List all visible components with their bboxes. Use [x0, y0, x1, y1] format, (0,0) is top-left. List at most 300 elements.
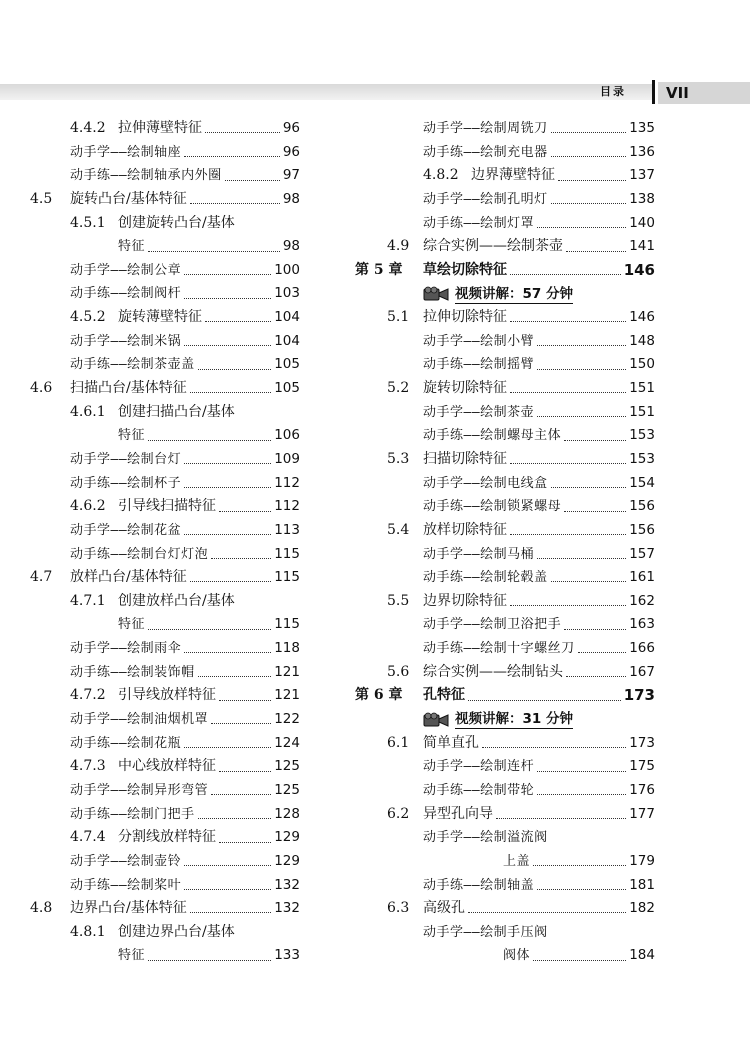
toc-entry-chap — [355, 259, 655, 283]
dot-leader — [496, 818, 626, 819]
dot-leader — [537, 369, 626, 370]
dot-leader — [537, 227, 626, 228]
dot-leader — [537, 889, 626, 890]
toc-entry-page: 148 — [629, 332, 655, 349]
toc-entry-chap — [355, 684, 655, 708]
dot-leader — [148, 440, 271, 441]
toc-entry-ex — [355, 755, 655, 779]
toc-entry-page: 106 — [274, 427, 300, 444]
video-camera-icon — [423, 286, 449, 302]
dot-leader — [537, 771, 626, 772]
toc-entry-title: 扫描凸台/基体特征 — [70, 380, 187, 397]
toc-entry-page: 153 — [629, 427, 655, 444]
toc-entry-sub — [355, 164, 655, 188]
dot-leader — [219, 511, 271, 512]
toc-entry-sub — [30, 755, 300, 779]
dot-leader — [551, 132, 627, 133]
dot-leader — [184, 345, 271, 346]
dot-leader — [184, 487, 271, 488]
toc-entry-page: 113 — [274, 521, 300, 538]
toc-entry-title: 动手学——绘制花盆 — [70, 522, 182, 538]
dot-leader — [148, 251, 280, 252]
toc-entry-title: 动手学——绘制公章 — [70, 262, 182, 278]
toc-entry-title: 动手练——绘制阀杆 — [70, 286, 182, 302]
dot-leader — [566, 251, 626, 252]
toc-entry-page: 98 — [282, 190, 300, 207]
dot-leader — [184, 463, 271, 464]
toc-entry-ex — [355, 330, 655, 354]
toc-entry-title: 动手学——绘制溢流阀 — [423, 830, 548, 846]
toc-entry-page: 104 — [274, 332, 300, 349]
dot-leader — [564, 511, 626, 512]
toc-entry-title: 拉伸切除特征 — [423, 309, 507, 326]
toc-entry-ex — [355, 566, 655, 590]
toc-entry-page: 97 — [282, 167, 300, 184]
toc-entry-page: 177 — [629, 805, 655, 822]
toc-entry-page: 128 — [274, 805, 300, 822]
toc-entry-ex — [30, 330, 300, 354]
toc-entry-title: 动手学——绘制周铣刀 — [423, 121, 548, 136]
dot-leader — [184, 274, 271, 275]
toc-entry-title: 阀体 — [503, 948, 531, 964]
toc-entry-title: 动手学——绘制油烟机罩 — [70, 712, 209, 728]
toc-entry-number: 5.4 — [387, 521, 410, 538]
toc-entry-title: 中心线放样特征 — [118, 758, 216, 775]
dot-leader — [184, 889, 271, 890]
toc-entry-sec — [355, 803, 655, 827]
dot-leader — [537, 794, 626, 795]
toc-entry-cont — [30, 944, 300, 968]
toc-entry-number: 6.2 — [387, 805, 410, 822]
toc-entry-page: 138 — [629, 190, 655, 207]
toc-entry-page: 121 — [274, 663, 300, 680]
toc-entry-number: 4.8.2 — [423, 167, 459, 184]
toc-entry-title: 动手练——绘制台灯灯泡 — [70, 546, 209, 562]
dot-leader — [558, 180, 626, 181]
toc-entry-page: 151 — [629, 380, 655, 397]
toc-entry-ex — [355, 141, 655, 165]
toc-entry-number: 5.5 — [387, 592, 410, 609]
toc-entry-ex — [355, 779, 655, 803]
toc-entry-title: 动手学——绘制马桶 — [423, 546, 535, 562]
toc-entry-page: 125 — [274, 758, 300, 775]
toc-entry-sec — [30, 377, 300, 401]
video-lecture-label: 视频讲解：57 分钟 — [455, 285, 573, 302]
toc-entry-sec — [355, 590, 655, 614]
toc-entry-ex — [355, 637, 655, 661]
toc-entry-ex — [30, 353, 300, 377]
toc-entry-number: 5.3 — [387, 450, 410, 467]
dot-leader — [537, 558, 626, 559]
toc-entry-page: 132 — [274, 876, 300, 893]
toc-entry-page: 156 — [629, 521, 655, 538]
toc-entry-page: 151 — [629, 403, 655, 420]
toc-entry-page: 105 — [274, 380, 300, 397]
toc-entry-sec — [355, 306, 655, 330]
toc-entry-sec — [355, 519, 655, 543]
toc-entry-cont — [355, 944, 655, 968]
toc-entry-ex — [355, 826, 655, 850]
dot-leader — [190, 581, 272, 582]
toc-entry-sec — [30, 897, 300, 921]
toc-entry-ex — [355, 424, 655, 448]
toc-entry-title: 动手练——绘制十字螺丝刀 — [423, 641, 575, 657]
toc-entry-title: 扫描切除特征 — [423, 450, 507, 467]
dot-leader — [564, 440, 626, 441]
toc-entry-title: 动手练——绘制摇臂 — [423, 357, 535, 373]
toc-entry-number: 4.6.2 — [70, 498, 106, 515]
dot-leader — [566, 676, 626, 677]
toc-entry-page: 103 — [274, 285, 300, 302]
toc-entry-page: 181 — [629, 876, 655, 893]
header-page-number: VII — [658, 82, 750, 104]
toc-entry-sec — [355, 732, 655, 756]
toc-entry-sec — [30, 188, 300, 212]
toc-entry-title: 动手学——绘制轴座 — [70, 144, 182, 160]
dot-leader — [510, 274, 621, 275]
toc-entry-title: 边界薄壁特征 — [471, 167, 555, 184]
toc-entry-title: 动手练——绘制花瓶 — [70, 735, 182, 751]
toc-entry-number: 4.7.2 — [70, 687, 106, 704]
toc-entry-ex — [355, 874, 655, 898]
toc-entry-title: 异型孔向导 — [423, 805, 493, 822]
dot-leader — [537, 416, 626, 417]
toc-entry-page: 115 — [274, 616, 300, 633]
toc-entry-title: 简单直孔 — [423, 734, 479, 751]
header-band — [0, 84, 652, 100]
toc-entry-cont — [30, 613, 300, 637]
toc-entry-page: 182 — [629, 900, 655, 917]
toc-entry-page: 173 — [623, 686, 655, 705]
toc-entry-page: 166 — [629, 640, 655, 657]
dot-leader — [551, 487, 627, 488]
dot-leader — [205, 321, 271, 322]
toc-entry-ex — [355, 921, 655, 945]
toc-entry-title: 动手学——绘制卫浴把手 — [423, 617, 562, 633]
toc-entry-page: 136 — [629, 143, 655, 160]
dot-leader — [510, 463, 626, 464]
toc-entry-title: 边界切除特征 — [423, 592, 507, 609]
toc-entry-title: 特征 — [118, 239, 146, 255]
toc-entry-sec — [355, 897, 655, 921]
toc-entry-ex — [30, 661, 300, 685]
toc-entry-page: 122 — [274, 711, 300, 728]
toc-entry-number: 4.7.3 — [70, 758, 106, 775]
toc-entry-sub — [30, 684, 300, 708]
dot-leader — [219, 700, 271, 701]
toc-entry-ex — [30, 448, 300, 472]
toc-entry-title: 动手练——绘制杯子 — [70, 475, 182, 491]
toc-entry-title: 动手学——绘制手压阀 — [423, 924, 548, 940]
dot-leader — [510, 605, 626, 606]
toc-entry-number: 4.9 — [387, 238, 410, 255]
dot-leader — [537, 345, 626, 346]
toc-entry-title: 动手练——绘制轴盖 — [423, 877, 535, 893]
toc-entry-page: 112 — [274, 474, 300, 491]
toc-entry-page: 156 — [629, 498, 655, 515]
toc-entry-page: 161 — [629, 569, 655, 586]
toc-entry-page: 115 — [274, 545, 300, 562]
toc-entry-page: 157 — [629, 545, 655, 562]
dot-leader — [190, 203, 280, 204]
dot-leader — [578, 652, 627, 653]
toc-entry-title: 动手学——绘制雨伞 — [70, 641, 182, 657]
toc-entry-page: 179 — [629, 852, 655, 869]
toc-entry-ex — [30, 141, 300, 165]
dot-leader — [551, 581, 627, 582]
video-camera-icon — [423, 712, 449, 728]
dot-leader — [190, 392, 272, 393]
toc-entry-ex — [355, 472, 655, 496]
toc-entry-number: 4.6.1 — [70, 403, 106, 420]
dot-leader — [551, 156, 627, 157]
toc-entry-page: 98 — [282, 238, 300, 255]
dot-leader — [184, 298, 271, 299]
toc-entry-page: 146 — [629, 309, 655, 326]
dot-leader — [219, 842, 271, 843]
toc-entry-number: 4.8 — [30, 900, 53, 917]
toc-entry-title: 孔特征 — [423, 687, 465, 704]
dot-leader — [510, 392, 626, 393]
toc-entry-ex — [30, 164, 300, 188]
toc-entry-number: 6.1 — [387, 734, 410, 751]
toc-entry-page: 137 — [629, 167, 655, 184]
toc-entry-title: 综合实例——绘制钻头 — [423, 663, 563, 680]
toc-entry-page: 112 — [274, 498, 300, 515]
toc-entry-ex — [355, 212, 655, 236]
toc-entry-ex — [355, 543, 655, 567]
toc-entry-title: 创建旋转凸台/基体 — [118, 214, 235, 231]
toc-entry-page: 133 — [274, 947, 300, 964]
toc-entry-ex — [30, 803, 300, 827]
toc-entry-ex — [30, 779, 300, 803]
toc-entry-number: 4.7 — [30, 569, 53, 586]
toc-entry-cont — [355, 850, 655, 874]
toc-entry-title: 动手练——绘制轮毂盖 — [423, 570, 548, 586]
toc-entry-ex — [30, 472, 300, 496]
toc-entry-title: 动手学——绘制米锅 — [70, 333, 182, 349]
dot-leader — [184, 534, 271, 535]
toc-entry-page: 175 — [629, 758, 655, 775]
toc-entry-title: 边界凸台/基体特征 — [70, 900, 187, 917]
dot-leader — [482, 747, 626, 748]
toc-entry-title: 动手练——绘制螺母主体 — [423, 428, 562, 444]
toc-entry-number: 5.2 — [387, 380, 410, 397]
toc-entry-page: 176 — [629, 781, 655, 798]
toc-entry-page: 96 — [282, 120, 300, 136]
dot-leader — [148, 629, 271, 630]
toc-entry-title: 旋转凸台/基体特征 — [70, 190, 187, 207]
toc-entry-ex — [30, 543, 300, 567]
toc-entry-number: 4.5 — [30, 190, 53, 207]
dot-leader — [190, 912, 272, 913]
toc-entry-title: 动手学——绘制壶铃 — [70, 853, 182, 869]
dot-leader — [564, 629, 626, 630]
toc-entry-ex — [30, 732, 300, 756]
dot-leader — [219, 771, 271, 772]
dot-leader — [225, 180, 280, 181]
dot-leader — [533, 865, 626, 866]
toc-entry-title: 拉伸薄壁特征 — [118, 120, 202, 136]
toc-left-column — [30, 117, 300, 968]
toc-entry-title: 特征 — [118, 617, 146, 633]
toc-entry-page: 129 — [274, 852, 300, 869]
toc-entry-title: 分割线放样特征 — [118, 829, 216, 846]
toc-entry-title: 旋转切除特征 — [423, 380, 507, 397]
dot-leader — [205, 132, 280, 133]
toc-entry-number: 第 5 章 — [355, 261, 403, 278]
toc-entry-title: 创建边界凸台/基体 — [118, 923, 235, 940]
toc-entry-page: 135 — [629, 120, 655, 136]
toc-entry-ex — [355, 353, 655, 377]
toc-entry-title: 放样切除特征 — [423, 521, 507, 538]
toc-entry-page: 132 — [274, 900, 300, 917]
header-section-label: 目录 — [600, 85, 626, 98]
dot-leader — [148, 960, 271, 961]
toc-entry-sec — [355, 377, 655, 401]
toc-entry-sec — [355, 661, 655, 685]
toc-entry-title: 动手学——绘制孔明灯 — [423, 191, 548, 207]
toc-entry-page: 163 — [629, 616, 655, 633]
toc-entry-cont — [30, 424, 300, 448]
toc-entry-page: 153 — [629, 450, 655, 467]
toc-entry-page: 121 — [274, 687, 300, 704]
toc-entry-title: 动手学——绘制异形弯管 — [70, 782, 209, 798]
video-lecture-row — [355, 708, 655, 732]
toc-entry-page: 124 — [274, 734, 300, 751]
dot-leader — [184, 156, 280, 157]
toc-entry-ex — [30, 282, 300, 306]
toc-entry-title: 动手练——绘制装饰帽 — [70, 664, 195, 680]
toc-entry-title: 动手练——绘制茶壶盖 — [70, 357, 195, 373]
dot-leader — [184, 747, 271, 748]
toc-entry-sub — [30, 590, 300, 614]
toc-entry-title: 综合实例——绘制茶壶 — [423, 238, 563, 255]
dot-leader — [211, 558, 271, 559]
toc-entry-page: 154 — [629, 474, 655, 491]
dot-leader — [198, 818, 272, 819]
toc-entry-page: 173 — [629, 734, 655, 751]
toc-entry-title: 动手练——绘制锁紧螺母 — [423, 499, 562, 515]
toc-entry-number: 6.3 — [387, 900, 410, 917]
header-separator — [652, 80, 655, 104]
toc-entry-number: 4.4.2 — [70, 120, 106, 136]
toc-entry-page: 141 — [629, 238, 655, 255]
toc-entry-page: 140 — [629, 214, 655, 231]
dot-leader — [184, 652, 271, 653]
toc-entry-page: 115 — [274, 569, 300, 586]
toc-entry-title: 动手练——绘制灯罩 — [423, 215, 535, 231]
toc-entry-title: 动手学——绘制小臂 — [423, 333, 535, 349]
toc-entry-title: 创建扫描凸台/基体 — [118, 403, 235, 420]
dot-leader — [510, 321, 626, 322]
toc-entry-number: 5.1 — [387, 309, 410, 326]
toc-entry-sub — [30, 826, 300, 850]
toc-entry-number: 4.7.4 — [70, 829, 106, 846]
dot-leader — [468, 912, 626, 913]
toc-entry-title: 引导线扫描特征 — [118, 498, 216, 515]
dot-leader — [533, 960, 626, 961]
dot-leader — [551, 203, 627, 204]
toc-entry-title: 高级孔 — [423, 900, 465, 917]
dot-leader — [211, 723, 271, 724]
toc-entry-ex — [30, 259, 300, 283]
toc-entry-number: 4.8.1 — [70, 923, 106, 940]
toc-entry-number: 4.5.2 — [70, 309, 106, 326]
toc-entry-ex — [30, 708, 300, 732]
toc-entry-title: 动手学——绘制连杆 — [423, 759, 535, 775]
toc-entry-title: 旋转薄壁特征 — [118, 309, 202, 326]
toc-entry-ex — [30, 637, 300, 661]
toc-entry-page: 104 — [274, 309, 300, 326]
toc-entry-ex — [30, 874, 300, 898]
toc-entry-title: 特征 — [118, 428, 146, 444]
toc-entry-page: 129 — [274, 829, 300, 846]
toc-entry-title: 引导线放样特征 — [118, 687, 216, 704]
toc-entry-sec — [355, 235, 655, 259]
toc-entry-sub — [30, 117, 300, 141]
toc-entry-ex — [355, 495, 655, 519]
toc-entry-title: 上盖 — [503, 853, 531, 869]
toc-entry-title: 动手学——绘制茶壶 — [423, 404, 535, 420]
toc-entry-title: 放样凸台/基体特征 — [70, 569, 187, 586]
toc-entry-title: 动手练——绘制桨叶 — [70, 877, 182, 893]
toc-entry-ex — [355, 613, 655, 637]
toc-entry-title: 动手学——绘制台灯 — [70, 451, 182, 467]
toc-entry-number: 4.5.1 — [70, 214, 106, 231]
toc-entry-number: 第 6 章 — [355, 687, 403, 704]
toc-entry-sec — [355, 448, 655, 472]
toc-entry-page: 96 — [282, 143, 300, 160]
toc-entry-title: 动手学——绘制电线盒 — [423, 475, 548, 491]
dot-leader — [198, 369, 272, 370]
toc-entry-sub — [30, 212, 300, 236]
toc-entry-page: 162 — [629, 592, 655, 609]
toc-entry-page: 100 — [274, 261, 300, 278]
dot-leader — [468, 700, 621, 701]
toc-entry-cont — [30, 235, 300, 259]
toc-entry-page: 146 — [623, 260, 655, 279]
toc-entry-title: 动手练——绘制充电器 — [423, 144, 548, 160]
toc-entry-sub — [30, 306, 300, 330]
toc-entry-number: 4.6 — [30, 380, 53, 397]
toc-entry-ex — [30, 519, 300, 543]
toc-entry-number: 5.6 — [387, 663, 410, 680]
toc-entry-sub — [30, 921, 300, 945]
toc-entry-sub — [30, 495, 300, 519]
toc-entry-page: 118 — [274, 640, 300, 657]
toc-entry-page: 150 — [629, 356, 655, 373]
toc-right-column — [355, 117, 655, 968]
dot-leader — [211, 794, 271, 795]
toc-entry-ex — [355, 188, 655, 212]
toc-entry-title: 动手练——绘制门把手 — [70, 806, 195, 822]
toc-entry-ex — [355, 117, 655, 141]
dot-leader — [198, 676, 272, 677]
toc-entry-title: 动手练——绘制轴承内外圈 — [70, 168, 222, 184]
toc-entry-number: 4.7.1 — [70, 592, 106, 609]
toc-entry-page: 125 — [274, 781, 300, 798]
toc-entry-sub — [30, 401, 300, 425]
video-lecture-label: 视频讲解：31 分钟 — [455, 711, 573, 728]
toc-entry-sec — [30, 566, 300, 590]
toc-entry-page: 109 — [274, 450, 300, 467]
toc-entry-page: 184 — [629, 947, 655, 964]
toc-entry-title: 特征 — [118, 948, 146, 964]
toc-entry-title: 动手练——绘制带轮 — [423, 782, 535, 798]
dot-leader — [510, 534, 626, 535]
toc-entry-ex — [30, 850, 300, 874]
